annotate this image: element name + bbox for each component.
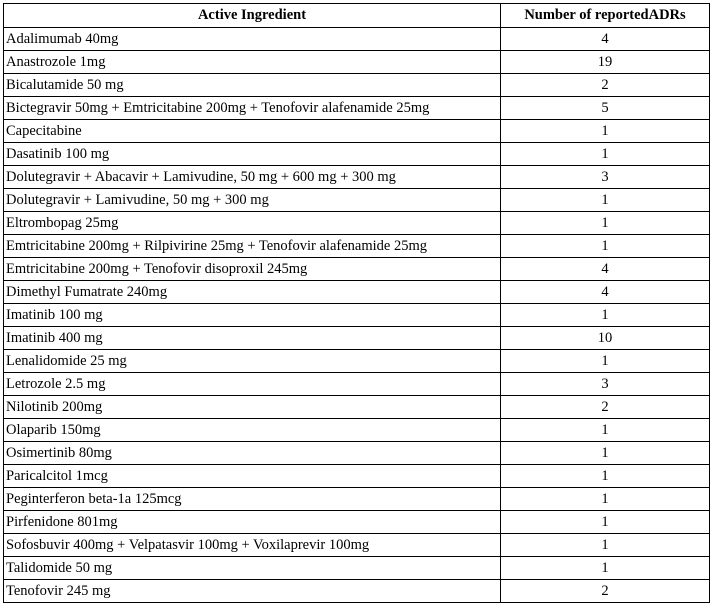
adr-count-cell: 1 xyxy=(501,189,710,212)
ingredient-cell: Sofosbuvir 400mg + Velpatasvir 100mg + Voxilaprevir 100mg xyxy=(4,534,501,557)
adr-count-cell: 1 xyxy=(501,534,710,557)
table-row xyxy=(4,189,710,212)
ingredient-cell: Letrozole 2.5 mg xyxy=(4,373,501,396)
adr-count-cell: 2 xyxy=(501,580,710,603)
ingredient-cell: Lenalidomide 25 mg xyxy=(4,350,501,373)
adr-table xyxy=(3,3,710,603)
ingredient-cell: Eltrombopag 25mg xyxy=(4,212,501,235)
adr-count-cell: 1 xyxy=(501,143,710,166)
table-row xyxy=(4,465,710,488)
table-row xyxy=(4,235,710,258)
adr-count-cell: 4 xyxy=(501,258,710,281)
table-row xyxy=(4,557,710,580)
ingredient-cell: Dolutegravir + Abacavir + Lamivudine, 50 mg + 600 mg + 300 mg xyxy=(4,166,501,189)
ingredient-cell: Tenofovir 245 mg xyxy=(4,580,501,603)
table-row xyxy=(4,373,710,396)
table-row xyxy=(4,488,710,511)
adr-count-cell: 1 xyxy=(501,212,710,235)
header-number-of-adrs: Number of reportedADRs xyxy=(501,4,710,28)
table-row xyxy=(4,281,710,304)
table-row xyxy=(4,304,710,327)
table-row xyxy=(4,419,710,442)
adr-count-cell: 10 xyxy=(501,327,710,350)
table-row xyxy=(4,442,710,465)
adr-count-cell: 1 xyxy=(501,442,710,465)
ingredient-cell: Imatinib 100 mg xyxy=(4,304,501,327)
header-row xyxy=(4,4,710,28)
table-row xyxy=(4,74,710,97)
ingredient-cell: Dolutegravir + Lamivudine, 50 mg + 300 mg xyxy=(4,189,501,212)
adr-count-cell: 2 xyxy=(501,74,710,97)
ingredient-cell: Talidomide 50 mg xyxy=(4,557,501,580)
adr-count-cell: 1 xyxy=(501,120,710,143)
table-row xyxy=(4,327,710,350)
ingredient-cell: Dasatinib 100 mg xyxy=(4,143,501,166)
ingredient-cell: Peginterferon beta-1a 125mcg xyxy=(4,488,501,511)
adr-count-cell: 3 xyxy=(501,373,710,396)
adr-count-cell: 4 xyxy=(501,281,710,304)
table-row xyxy=(4,97,710,120)
ingredient-cell: Imatinib 400 mg xyxy=(4,327,501,350)
table-row xyxy=(4,120,710,143)
table-row xyxy=(4,534,710,557)
ingredient-cell: Osimertinib 80mg xyxy=(4,442,501,465)
adr-count-cell: 1 xyxy=(501,235,710,258)
adr-count-cell: 1 xyxy=(501,557,710,580)
adr-count-cell: 3 xyxy=(501,166,710,189)
adr-count-cell: 1 xyxy=(501,511,710,534)
table-row xyxy=(4,258,710,281)
table-row xyxy=(4,511,710,534)
table-row xyxy=(4,143,710,166)
header-active-ingredient: Active Ingredient xyxy=(4,4,501,28)
adr-count-cell: 19 xyxy=(501,51,710,74)
table-row xyxy=(4,580,710,603)
ingredient-cell: Pirfenidone 801mg xyxy=(4,511,501,534)
adr-count-cell: 2 xyxy=(501,396,710,419)
ingredient-cell: Olaparib 150mg xyxy=(4,419,501,442)
adr-count-cell: 1 xyxy=(501,465,710,488)
ingredient-cell: Emtricitabine 200mg + Rilpivirine 25mg + Tenofovir alafenamide 25mg xyxy=(4,235,501,258)
adr-count-cell: 1 xyxy=(501,350,710,373)
adr-count-cell: 5 xyxy=(501,97,710,120)
ingredient-cell: Capecitabine xyxy=(4,120,501,143)
ingredient-cell: Bicalutamide 50 mg xyxy=(4,74,501,97)
table-row xyxy=(4,28,710,51)
table-row xyxy=(4,212,710,235)
table-row xyxy=(4,166,710,189)
table-row xyxy=(4,350,710,373)
adr-count-cell: 1 xyxy=(501,488,710,511)
ingredient-cell: Bictegravir 50mg + Emtricitabine 200mg + Tenofovir alafenamide 25mg xyxy=(4,97,501,120)
table-row xyxy=(4,51,710,74)
ingredient-cell: Anastrozole 1mg xyxy=(4,51,501,74)
adr-count-cell: 1 xyxy=(501,419,710,442)
ingredient-cell: Adalimumab 40mg xyxy=(4,28,501,51)
ingredient-cell: Nilotinib 200mg xyxy=(4,396,501,419)
adr-count-cell: 1 xyxy=(501,304,710,327)
ingredient-cell: Emtricitabine 200mg + Tenofovir disoproxil 245mg xyxy=(4,258,501,281)
adr-count-cell: 4 xyxy=(501,28,710,51)
ingredient-cell: Paricalcitol 1mcg xyxy=(4,465,501,488)
table-row xyxy=(4,396,710,419)
ingredient-cell: Dimethyl Fumatrate 240mg xyxy=(4,281,501,304)
table-body xyxy=(4,28,710,603)
